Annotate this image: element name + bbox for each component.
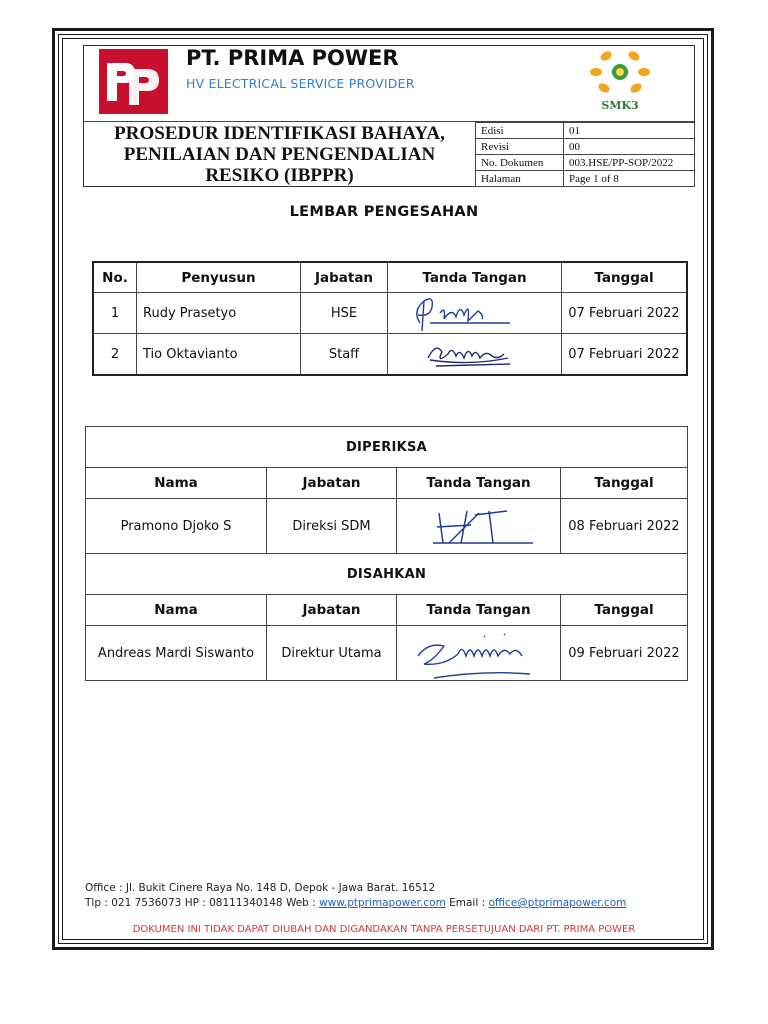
- meta-key: Halaman: [476, 171, 564, 187]
- smk3-logo: [584, 46, 656, 112]
- meta-row-edisi: [476, 123, 695, 139]
- company-name: PT. PRIMA POWER: [186, 46, 399, 70]
- meta-key: Revisi: [476, 139, 564, 155]
- signature-rudy-icon: [400, 293, 550, 333]
- table-header-row: [86, 468, 688, 499]
- footer-web-link[interactable]: www.ptprimapower.com: [319, 897, 446, 909]
- row-jabatan: Staff: [301, 334, 388, 376]
- table-header-row: [86, 595, 688, 626]
- row-signature: [397, 499, 561, 554]
- title-line-3: RESIKO (IBPPR): [205, 164, 354, 186]
- diperiksa-banner: DIPERIKSA: [86, 427, 688, 468]
- table-row: [86, 499, 688, 554]
- row-nama: Andreas Mardi Siswanto: [86, 626, 267, 681]
- col-header-jabatan: Jabatan: [267, 595, 397, 626]
- col-header-no: No.: [93, 262, 137, 293]
- meta-value: 01: [564, 123, 695, 139]
- disahkan-banner: DISAHKAN: [86, 554, 688, 595]
- pp-logo-icon: [99, 49, 168, 114]
- signature-pramono-icon: [409, 503, 549, 549]
- meta-row-revisi: [476, 139, 695, 155]
- signature-andreas-icon: [404, 626, 554, 680]
- meta-value: 00: [564, 139, 695, 155]
- row-jabatan: Direktur Utama: [267, 626, 397, 681]
- title-line-1: PROSEDUR IDENTIFIKASI BAHAYA,: [114, 122, 445, 144]
- col-header-tanda-tangan: Tanda Tangan: [388, 262, 562, 293]
- meta-row-halaman: [476, 171, 695, 187]
- row-penyusun: Rudy Prasetyo: [137, 293, 301, 334]
- col-header-jabatan: Jabatan: [267, 468, 397, 499]
- footer-address: [85, 881, 626, 911]
- row-nama: Pramono Djoko S: [86, 499, 267, 554]
- meta-row-no-dokumen: [476, 155, 695, 171]
- footer-contact: [85, 896, 626, 911]
- col-header-penyusun: Penyusun: [137, 262, 301, 293]
- disahkan-banner-row: [86, 554, 688, 595]
- meta-value: Page 1 of 8: [564, 171, 695, 187]
- document-meta-table: [475, 122, 695, 187]
- signature-tio-icon: [400, 334, 550, 374]
- row-no: 2: [93, 334, 137, 376]
- diperiksa-banner-row: [86, 427, 688, 468]
- company-logo: [99, 49, 168, 114]
- row-signature: [397, 626, 561, 681]
- table-row: [93, 293, 687, 334]
- row-signature: [388, 334, 562, 376]
- footer-contact-prefix: Tlp : 021 7536073 HP : 08111340148 Web :: [85, 897, 320, 909]
- company-subtitle: HV ELECTRICAL SERVICE PROVIDER: [186, 76, 415, 91]
- row-penyusun: Tio Oktavianto: [137, 334, 301, 376]
- col-header-tanggal: Tanggal: [562, 262, 688, 293]
- penyusun-table: [92, 261, 688, 376]
- meta-key: No. Dokumen: [476, 155, 564, 171]
- col-header-nama: Nama: [86, 468, 267, 499]
- col-header-tanggal: Tanggal: [561, 468, 688, 499]
- row-signature: [388, 293, 562, 334]
- row-tanggal: 08 Februari 2022: [561, 499, 688, 554]
- row-jabatan: Direksi SDM: [267, 499, 397, 554]
- table-row: [86, 626, 688, 681]
- meta-value: 003.HSE/PP-SOP/2022: [564, 155, 695, 171]
- meta-key: Edisi: [476, 123, 564, 139]
- table-header-row: [93, 262, 687, 293]
- row-tanggal: 09 Februari 2022: [561, 626, 688, 681]
- svg-text:SMK3: SMK3: [601, 99, 639, 112]
- table-row: [93, 334, 687, 376]
- footer-office: Office : Jl. Bukit Cinere Raya No. 148 D, Depok - Jawa Barat. 16512: [85, 882, 436, 894]
- row-tanggal: 07 Februari 2022: [562, 334, 688, 376]
- row-tanggal: 07 Februari 2022: [562, 293, 688, 334]
- section-title: LEMBAR PENGESAHAN: [289, 204, 479, 220]
- footer-email-prefix: Email :: [445, 897, 489, 909]
- col-header-tanggal: Tanggal: [561, 595, 688, 626]
- document-title: [84, 122, 475, 186]
- col-header-tanda-tangan: Tanda Tangan: [397, 595, 561, 626]
- row-no: 1: [93, 293, 137, 334]
- smk3-emblem-icon: [584, 46, 656, 112]
- title-line-2: PENILAIAN DAN PENGENDALIAN: [123, 143, 436, 165]
- row-jabatan: HSE: [301, 293, 388, 334]
- approval-table: [85, 426, 688, 681]
- col-header-jabatan: Jabatan: [301, 262, 388, 293]
- col-header-nama: Nama: [86, 595, 267, 626]
- footer-disclaimer: DOKUMEN INI TIDAK DAPAT DIUBAH DAN DIGANDAKAN TANPA PERSETUJUAN DARI PT. PRIMA POWER: [132, 924, 636, 935]
- col-header-tanda-tangan: Tanda Tangan: [397, 468, 561, 499]
- footer-email-link[interactable]: office@ptprimapower.com: [488, 897, 627, 909]
